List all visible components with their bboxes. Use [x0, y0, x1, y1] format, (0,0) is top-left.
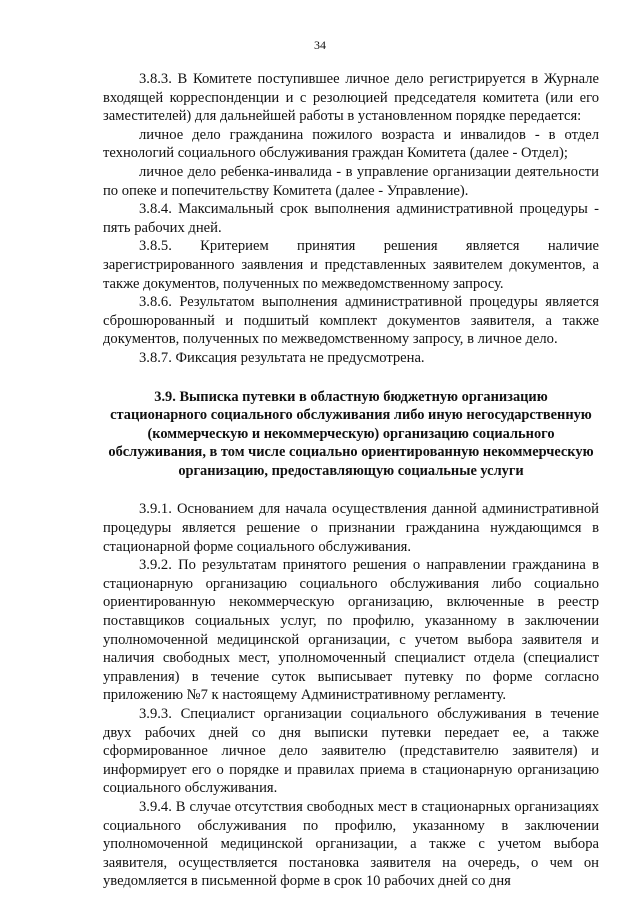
paragraph-3-8-6: 3.8.6. Результатом выполнения административной процедуры является сброшюрованный и подшитый комплект документов заявителя, а также документов, полученных по межведомственному запросу, в личное дело. — [103, 294, 599, 348]
paragraph-3-8-7: 3.8.7. Фиксация результата не предусмотрена. — [139, 349, 425, 366]
paragraph-3-9-4: 3.9.4. В случае отсутствия свободных мест в стационарных организациях социального обслуживания по профилю, указанному в заключении уполномоченной медицинской организации, а также с учетом выбора заявителя, осуществляется постановка заявителя на очередь, о чем он уведомляется в письменной форме в срок 10 рабочих дней со дня — [103, 798, 599, 890]
paragraph-3-8-4: 3.8.4. Максимальный срок выполнения административной процедуры - пять рабочих дней. — [103, 201, 599, 236]
paragraph-elderly-case: личное дело гражданина пожилого возраста и инвалидов - в отдел технологий социального обслуживания граждан Комитета (далее - Отдел); — [103, 126, 599, 162]
paragraph-child-case: личное дело ребенка-инвалида - в управление организации деятельности по опеке и попечительству Комитета (далее - Управление). — [103, 163, 599, 199]
page-number: 34 — [314, 38, 326, 52]
paragraph-3-8-3: 3.8.3. В Комитете поступившее личное дело регистрируется в Журнале входящей корреспонденции и с резолюцией председателя комитета (или его заместителей) для дальнейшей работы в установленном порядке передается: — [103, 71, 599, 125]
paragraph-3-9-1: 3.9.1. Основанием для начала осуществления данной административной процедуры является решение о признании гражданина нуждающимся в стационарной форме социального обслуживания. — [103, 501, 599, 555]
paragraph-3-9-3: 3.9.3. Специалист организации социального обслуживания в течение двух рабочих дней со дня выписки путевки передает ее, а также сформированное личное дело заявителю (представителю заявителя) и информирует его о порядке и правилах приема в стационарную организацию социального обслуживания. — [103, 706, 599, 797]
section-heading-3-9: 3.9. Выписка путевки в областную бюджетную организацию стационарного социального обслуживания либо иную негосударственную (коммерческую и некоммерческую) организацию социального обслуживания, в том числе социально ориентированную некоммерческую организацию, предоставляющую социальные услуги — [108, 388, 594, 479]
document-body — [103, 70, 599, 891]
paragraph-3-9-2: 3.9.2. По результатам принятого решения о направлении гражданина в стационарную организацию социального обслуживания либо социально ориентированную некоммерческую организацию, включенные в реестр поставщиков социальных услуг, по профилю, указанному в заключении уполномоченной медицинской организации, с учетом выбора заявителя и наличия свободных мест, уполномоченный специалист отдела (специалист управления) в течение суток выписывает путевку по форме согласно приложению №7 к настоящему Административному регламенту. — [103, 557, 599, 704]
paragraph-3-8-5: 3.8.5. Критерием принятия решения является наличие зарегистрированного заявления и представленных заявителем документов, а также документов, полученных по межведомственному запросу. — [103, 238, 599, 292]
